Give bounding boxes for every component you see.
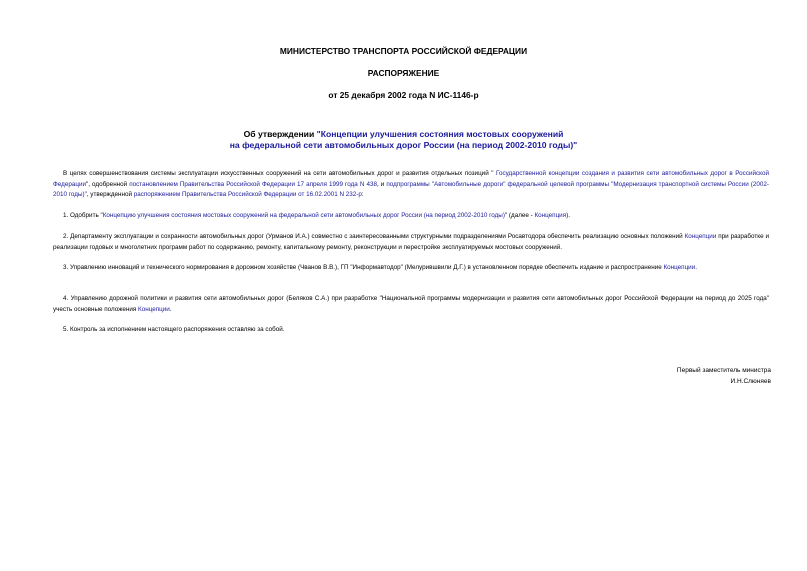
item-2-concept-link[interactable]: Концепции bbox=[684, 233, 717, 240]
item-3-text-1: 3. Управлению инноваций и технического нормирования в дорожном хозяйстве (Чванов В.В.), ГП "Информавтодор" (Мелурившвили Д.Г.) в установленном порядке обеспечить издание и распространение bbox=[63, 264, 664, 271]
item-4-text-1: 4. Управлению дорожной политики и развития сети автомобильных дорог (Беляков С.А.) при разработке "Национальной программы модернизации и развития сети автомобильных дорог Российской Федерации на период до 2025 года" учесть основные положения bbox=[53, 295, 769, 313]
item-1-text-3: ). bbox=[566, 212, 570, 219]
item-3-paragraph bbox=[53, 263, 769, 274]
item-4-concept-link[interactable]: Концепции bbox=[138, 305, 170, 313]
document-title bbox=[0, 129, 807, 151]
preamble-text-5: : bbox=[361, 191, 364, 198]
doc-type-heading: РАСПОРЯЖЕНИЕ bbox=[367, 68, 440, 78]
signature-name: И.Н.Слюняев bbox=[730, 378, 771, 385]
preamble-text-3: , и bbox=[376, 180, 387, 188]
preamble-paragraph bbox=[53, 169, 769, 201]
title-link-line2[interactable]: на федеральной сети автомобильных дорог России (на период 2002-2010 годы)" bbox=[229, 140, 578, 150]
item-1-short-link[interactable]: Концепция bbox=[534, 212, 567, 219]
item-2-paragraph bbox=[53, 232, 769, 253]
subprogram-link[interactable]: подпрограммы "Автомобильные дороги" федеральной целевой программы "Модернизация транспортной системы России (2002-2010 годы)" bbox=[53, 180, 769, 198]
item-1-text-2: " (далее - bbox=[504, 212, 535, 219]
item-2-text-2: при разработке и реализации годовых и многолетних программ работ по содержанию, ремонту, капитальному ремонту, реконструкции и перестройке эксплуатируемых мостовых сооружений. bbox=[53, 233, 769, 251]
preamble-text-4: , утвержденной bbox=[86, 191, 134, 198]
item-5-paragraph bbox=[53, 325, 769, 336]
item-4-text-2: . bbox=[169, 305, 172, 313]
item-1-paragraph bbox=[53, 211, 769, 222]
order-link[interactable]: распоряжением Правительства Российской Федерации от 16.02.2001 N 232-р bbox=[133, 191, 362, 198]
date-number-heading: от 25 декабря 2002 года N ИС-1146-р bbox=[328, 90, 479, 100]
concept-link[interactable]: Государственной концепции создания и развития сети автомобильных дорог в Российской Федерации bbox=[53, 170, 769, 188]
item-3-concept-link[interactable]: Концепции bbox=[663, 264, 696, 271]
item-1-concept-link[interactable]: Концепцию улучшения состояния мостовых сооружений на федеральной сети автомобильных дорог России (на период 2002-2010 годы) bbox=[102, 212, 505, 219]
resolution-link[interactable]: постановлением Правительства Российской Федерации 17 апреля 1999 года N 438 bbox=[129, 180, 377, 188]
item-3-text-2: . bbox=[695, 264, 697, 271]
item-2-text-1: 2. Департаменту эксплуатации и сохранности автомобильных дорог (Урманов И.А.) совместно с заинтересованными структурными подразделениями Росавтодора обеспечить реализацию основных положений bbox=[63, 233, 685, 240]
item-5-text-1: 5. Контроль за исполнением настоящего распоряжения оставляю за собой. bbox=[63, 326, 285, 333]
title-prefix: Об утверждении bbox=[243, 129, 317, 139]
item-4-paragraph bbox=[53, 294, 769, 315]
preamble-text-1: В целях совершенствования системы эксплуатации искусственных сооружений на сети автомобильных дорог и развития отдельных позиций " bbox=[63, 170, 496, 177]
preamble-text-2: ", одобренной bbox=[85, 180, 130, 188]
ministry-heading: МИНИСТЕРСТВО ТРАНСПОРТА РОССИЙСКОЙ ФЕДЕРАЦИИ bbox=[279, 46, 528, 56]
title-link-line1[interactable]: "Концепции улучшения состояния мостовых сооружений bbox=[316, 129, 564, 139]
signature-position: Первый заместитель министра bbox=[676, 367, 771, 374]
item-1-text-1: 1. Одобрить " bbox=[63, 212, 103, 219]
